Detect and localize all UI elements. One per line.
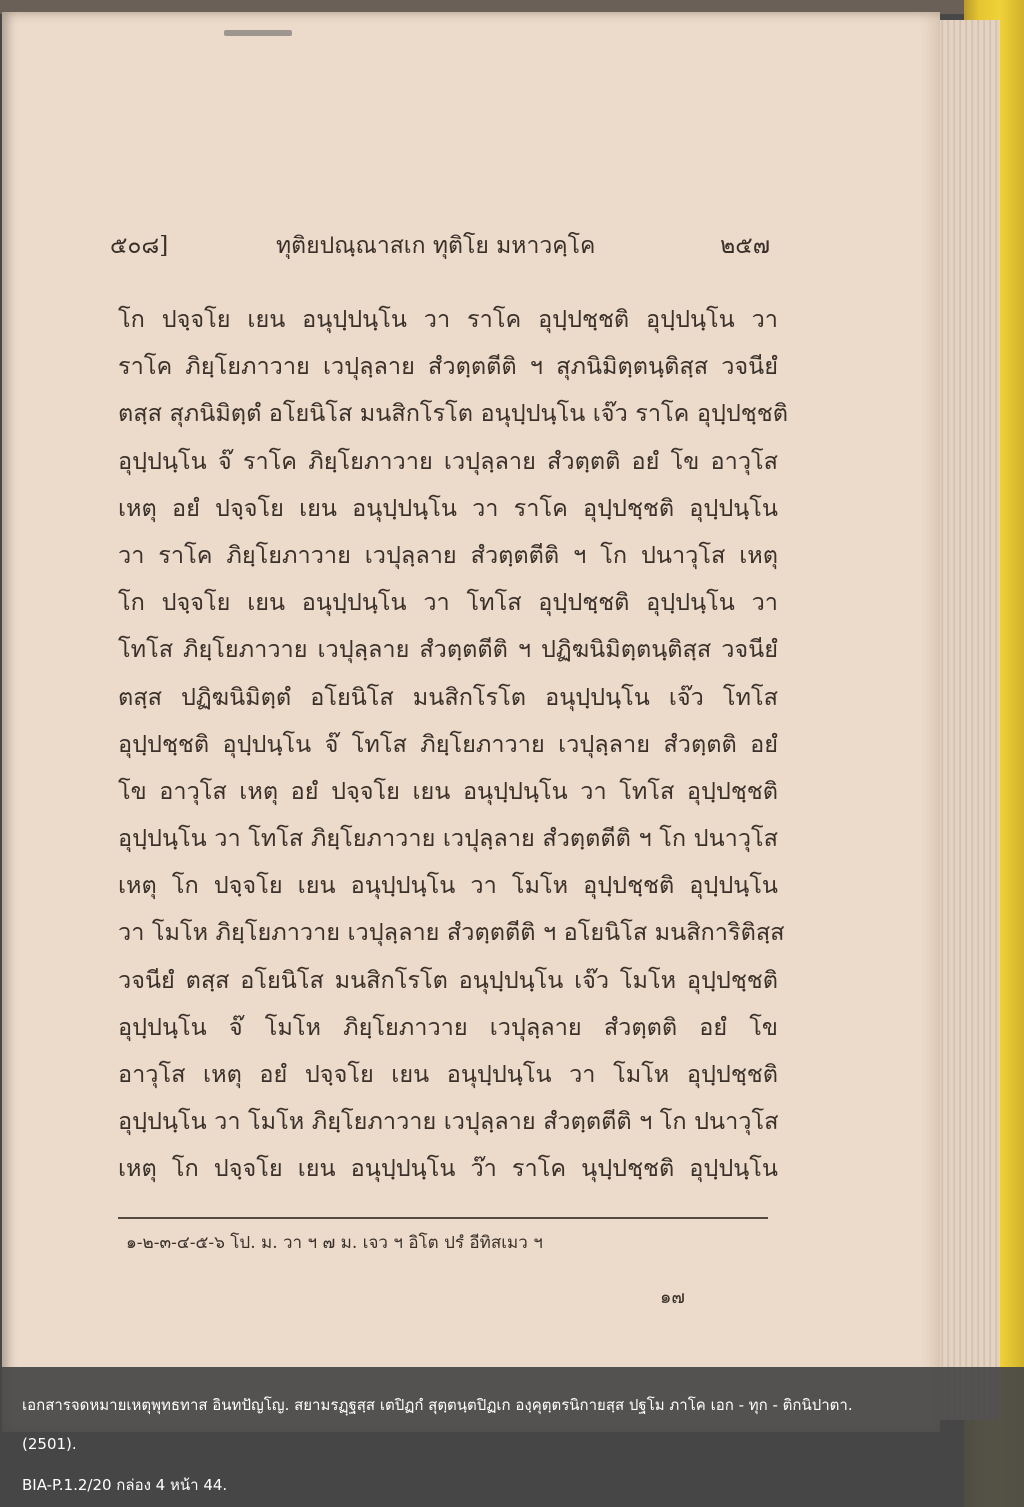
- body-line: โก ปจฺจโย เยน อนุปฺปนฺโน วา โทโส อุปฺปชฺชติ อุปฺปนฺโน วา: [118, 588, 778, 617]
- body-line: วา ราโค ภิยฺโยภาวาย เวปุลฺลาย สํวตฺตตีติ ฯ โก ปนาวุโส เหตุ: [118, 540, 778, 569]
- body-line: ตสฺส สุภนิมิตฺตํ อโยนิโส มนสิกโรโต อนุปฺปนฺโน เจ๊ว ราโค อุปฺปชฺชติ: [118, 399, 788, 428]
- body-line: วา โมโห ภิยฺโยภาวาย เวปุลฺลาย สํวตฺตตีติ ฯ อโยนิโส มนสิการิติสฺส: [118, 918, 785, 947]
- body-line: เหตุ โก ปจฺจโย เยน อนุปฺปนฺโน วา โมโห อุปฺปชฺชติ อุปฺปนฺโน: [118, 871, 778, 900]
- caption-line-3: BIA-P.1.2/20 กล่อง 4 หน้า 44.: [22, 1476, 228, 1494]
- body-line: เหตุ อยํ ปจฺจโย เยน อนุปฺปนฺโน วา ราโค อุปฺปชฺชติ อุปฺปนฺโน: [118, 493, 778, 522]
- body-line: อุปฺปนฺโน วา โมโห ภิยฺโยภาวาย เวปุลฺลาย สํวตฺตตีติ ฯ โก ปนาวุโส: [118, 1107, 779, 1136]
- body-line: อุปฺปนฺโน วา โทโส ภิยฺโยภาวาย เวปุลฺลาย สํวตฺตตีติ ฯ โก ปนาวุโส: [118, 824, 778, 853]
- body-line: โก ปจฺจโย เยน อนุปฺปนฺโน วา ราโค อุปฺปชฺชติ อุปฺปนฺโน วา: [118, 305, 778, 333]
- body-line: วจนียํ ตสฺส อโยนิโส มนสิกโรโต อนุปฺปนฺโน เจ๊ว โมโห อุปฺปชฺชติ: [118, 965, 778, 994]
- body-line: อุปฺปชฺชติ อุปฺปนฺโน จ๊ โทโส ภิยฺโยภาวาย เวปุลฺลาย สํวตฺตติ อยํ: [118, 729, 778, 758]
- caption-line-1: เอกสารจดหมายเหตุพุทธทาส อินทปัญโญ. สยามรฏฺฐสฺส เตปิฏกํ สุตฺตนฺตปิฏเก องฺคุตฺตรนิกายสฺส ปฐโม ภาโค เอก - ทุก - ติกนิปาตา.: [22, 1396, 853, 1414]
- body-line: อาวุโส เหตุ อยํ ปจฺจโย เยน อนุปฺปนฺโน วา โมโห อุปฺปชฺชติ: [118, 1060, 778, 1088]
- page-stack-edge: [938, 20, 1000, 1420]
- running-head-title: ทุติยปณฺณาสเก ทุติโย มหาวคฺโค: [276, 233, 596, 259]
- signature-mark: ๑๗: [660, 1287, 685, 1308]
- caption-bar: [0, 1367, 1024, 1507]
- body-text: [118, 296, 788, 1193]
- footnote-rule: [118, 1217, 768, 1219]
- footnote: ๑-๒-๓-๔-๕-๖ โป. ม. วา ฯ ๗ ม. เจว ฯ อิโต ปรํ อีทิสเมว ฯ: [126, 1233, 543, 1253]
- page-top-mark: [224, 30, 292, 36]
- running-head-section-number: ๕๐๘]: [110, 233, 169, 259]
- body-line: เหตุ โก ปจฺจโย เยน อนุปฺปนฺโน ว๊า ราโค นุปฺปชฺชติ อุปฺปนฺโน: [118, 1154, 778, 1183]
- caption-line-2: (2501).: [22, 1435, 77, 1453]
- body-line: โทโส ภิยฺโยภาวาย เวปุลฺลาย สํวตฺตตีติ ฯ ปฏิฆนิมิตฺตนฺติสฺส วจนียํ: [118, 635, 778, 664]
- body-line: ตสฺส ปฏิฆนิมิตฺตํ อโยนิโส มนสิกโรโต อนุปฺปนฺโน เจ๊ว โทโส: [118, 682, 778, 711]
- page-number: ๒๕๗: [720, 233, 770, 259]
- body-line: โข อาวุโส เหตุ อยํ ปจฺจโย เยน อนุปฺปนฺโน วา โทโส อุปฺปชฺชติ: [118, 776, 778, 805]
- body-line: ราโค ภิยฺโยภาวาย เวปุลฺลาย สํวตฺตตีติ ฯ สุภนิมิตฺตนฺติสฺส วจนียํ: [118, 352, 778, 381]
- body-line: อุปฺปนฺโน จ๊ ราโค ภิยฺโยภาวาย เวปุลฺลาย สํวตฺตติ อยํ โข อาวุโส: [118, 446, 778, 475]
- running-head: [110, 228, 770, 264]
- body-line: อุปฺปนฺโน จ๊ โมโห ภิยฺโยภาวาย เวปุลฺลาย สํวตฺตติ อยํ โข: [118, 1012, 778, 1041]
